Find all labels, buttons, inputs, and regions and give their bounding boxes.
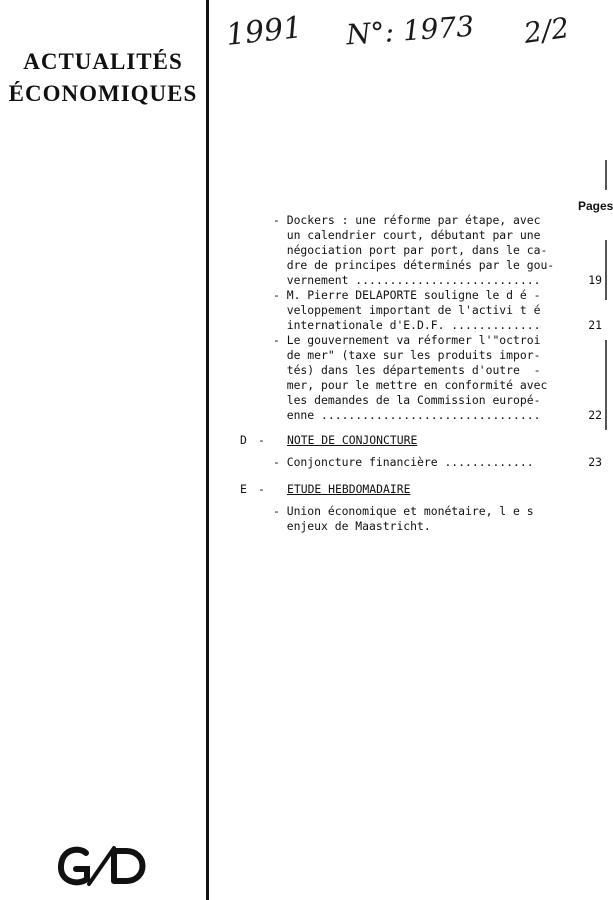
toc-line: - M. Pierre DELAPORTE souligne le d é - — [273, 288, 541, 302]
handwritten-fraction: 2/2 — [521, 11, 572, 50]
section-letter: E — [240, 482, 247, 496]
section-heading: NOTE DE CONJONCTURE — [287, 433, 418, 447]
scan-edge-mark — [605, 240, 607, 300]
toc-line: un calendrier court, débutant par une — [273, 228, 541, 242]
handwritten-number: N°: 1973 — [345, 9, 476, 52]
toc-line: négociation port par port, dans le ca- — [273, 243, 548, 257]
section-letter: D — [240, 433, 247, 447]
toc-line: dre de principes déterminés par le gou- — [273, 258, 555, 272]
masthead — [0, 46, 206, 110]
section-heading: ETUDE HEBDOMADAIRE — [287, 482, 411, 496]
toc-line: vernement ........................... — [273, 273, 541, 287]
toc-line: de mer" (taxe sur les produits impor- — [273, 348, 541, 362]
gd-logo — [56, 844, 152, 892]
toc-page-number: 22 — [588, 408, 602, 422]
toc-line: tés) dans les départements d'outre - — [273, 363, 541, 377]
toc-line: - Le gouvernement va réformer l'"octroi — [273, 333, 541, 347]
scan-edge-mark — [605, 340, 607, 430]
section-dash: - — [258, 482, 265, 496]
toc-page-number: 19 — [588, 273, 602, 287]
toc-line: enjeux de Maastricht. — [273, 519, 431, 533]
toc-page-number: 21 — [588, 318, 602, 332]
toc-page-number: 23 — [588, 455, 602, 469]
toc-line: - Conjoncture financière ............. — [273, 455, 534, 469]
toc-line: - Dockers : une réforme par étape, avec — [273, 213, 541, 227]
vertical-divider — [206, 0, 209, 900]
handwritten-year: 1991 — [224, 10, 304, 53]
toc-line: les demandes de la Commission europé- — [273, 393, 541, 407]
toc-line: mer, pour le mettre en conformité avec — [273, 378, 548, 392]
toc-line: enne ................................ — [273, 408, 541, 422]
masthead-line-1: ACTUALITÉS — [23, 49, 183, 74]
toc-line: internationale d'E.D.F. ............. — [273, 318, 541, 332]
scan-edge-mark — [605, 160, 607, 190]
gd-logo-icon — [56, 844, 152, 888]
toc-line: - Union économique et monétaire, l e s — [273, 504, 534, 518]
toc-line: veloppement important de l'activi t é — [273, 303, 541, 317]
masthead-line-2: ÉCONOMIQUES — [8, 81, 198, 106]
section-dash: - — [258, 433, 265, 447]
pages-heading: Pages — [578, 199, 613, 213]
